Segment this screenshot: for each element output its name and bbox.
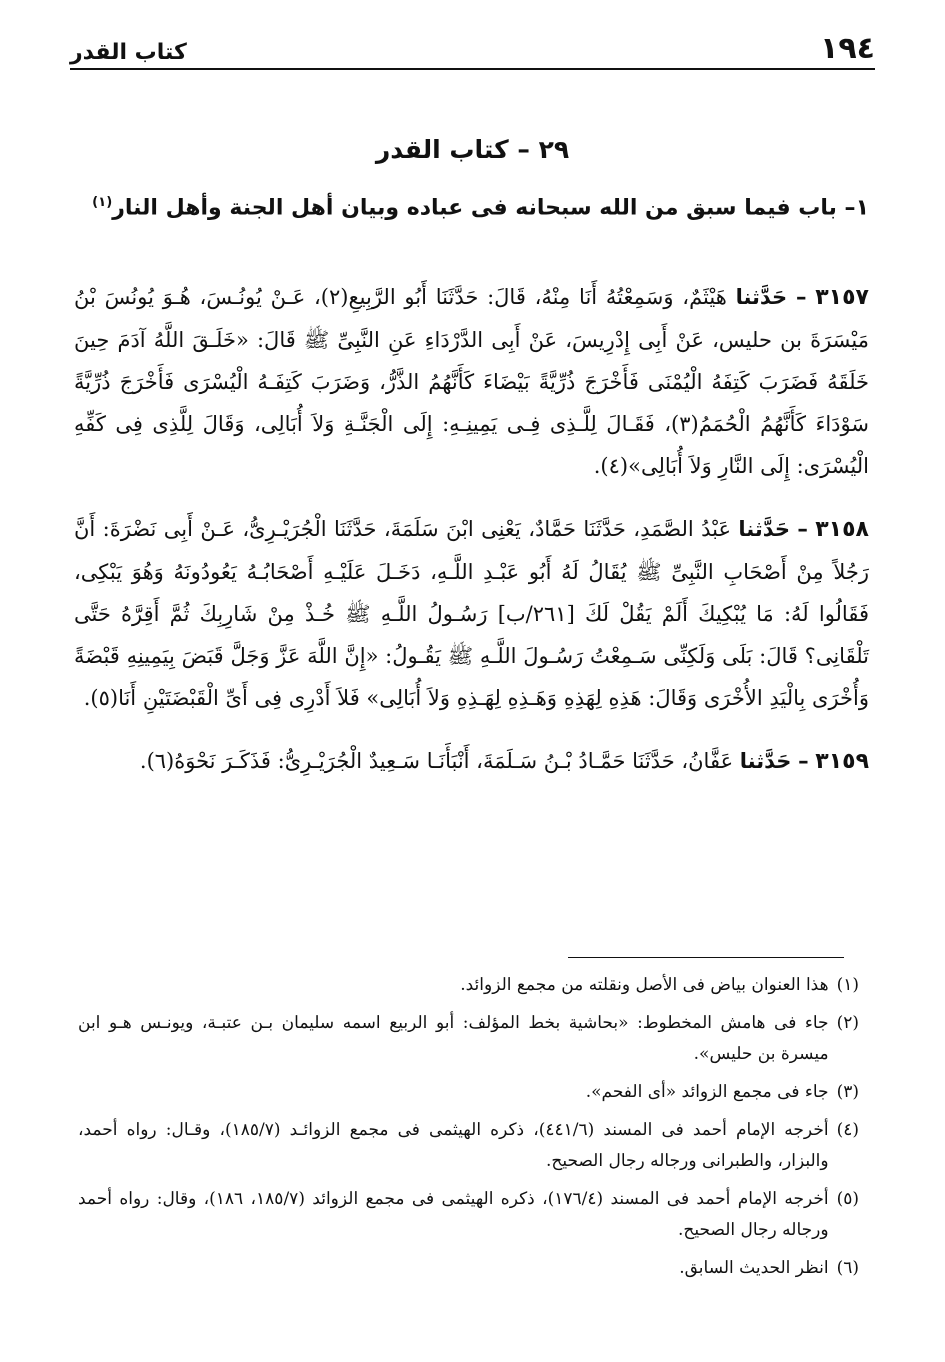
hadith-3157: ٣١٥٧ – حَدَّثنا هَيْثَمٌ، وَسَمِعْتُهُ أَنَا مِنْهُ، قَالَ: حَدَّثَنَا أَبُو الرَّبِيعِ(٢)، عَـنْ يُونُـسَ، هُـوَ يُونُسَ بْنُ مَيْسَرَةَ بن حليس، عَنْ أَبِى إِدْرِيسَ، عَنْ أَبِى الدَّرْدَاءِ عَنِ النَّبِىِّ ﷺ قَالَ: «خَلَـقَ اللَّهُ آدَمَ حِينَ خَلَقَهُ فَضَرَبَ كَتِفَهُ الْيُمْنَى فَأَخْرَجَ ذُرِّيَّةً بَيْضَاءَ كَأَنَّهُمُ الذَّرُّ، وَضَرَبَ كَتِفَـهُ الْيُسْرَى فَأَخْرَجَ ذُرِّيَّةً سَوْدَاءَ كَأَنَّهُمُ الْحُمَمُ(٣)، فَقَـالَ لِلَّـذِى فِـى يَمِينِـهِ: إِلَى الْجَنَّـةِ وَلاَ أُبَالِى، وَقَالَ لِلَّذِى فِى كَفِّهِ الْيُسْرَى: إِلَى النَّارِ وَلاَ أُبَالِى»(٤). xyxy=(74,285,869,478)
footnote-4 xyxy=(78,1115,859,1177)
hadith-number: ٣١٥٧ xyxy=(815,285,869,310)
hadith-text: عَفَّانُ، حَدَّثَنَا حَمَّـادُ بْـنُ سَـلَمَةَ، أَنْبَأَنَـا سَـعِيدٌ الْجُرَيْـرِىُّ: فَذَكَـرَ نَحْوَهُ(٦). xyxy=(139,749,734,773)
footnote-number: (٥) xyxy=(836,1189,859,1209)
footnote-1 xyxy=(78,970,859,1001)
book-title: ٢٩ – كتاب القدر xyxy=(375,135,570,164)
hadith-narrator-formula: حَدَّثنا xyxy=(739,749,792,773)
footnote-3 xyxy=(78,1077,859,1108)
footnote-number: (٦) xyxy=(836,1258,859,1278)
footnote-separator xyxy=(568,957,844,958)
footnote-5 xyxy=(78,1184,859,1246)
hadith-number: ٣١٥٨ xyxy=(815,517,869,542)
footnote-number: (١) xyxy=(836,975,859,995)
chapter-title-text: ١– باب فيما سبق من الله سبحانه فى عباده وبيان أهل الجنة وأهل النار xyxy=(112,195,869,221)
chapter-title xyxy=(80,195,869,220)
footnote-text: هذا العنوان بياض فى الأصل ونقلته من مجمع الزوائد. xyxy=(460,975,829,995)
hadith-number: ٣١٥٩ xyxy=(815,749,869,774)
page-number: ١٩٤ xyxy=(820,31,875,66)
hadith-text: عَبْدُ الصَّمَدِ، حَدَّثَنَا حَمَّادٌ، يَعْنِى ابْنَ سَلَمَةَ، حَدَّثَنَا الْجُرَيْـرِىُّ، عَـنْ أَبِى نَضْرَةَ: أَنَّ رَجُلاً مِنْ أَصْحَابِ النَّبِىِّ ﷺ يُقَالُ لَهُ أَبُو عَبْـدِ اللَّـهِ، دَخَـلَ عَلَيْـهِ أَصْحَابُـهُ يَعُودُونَهُ وَهُوَ يَبْكِى، فَقَالُوا لَهُ: مَا يُبْكِيكَ أَلَمْ يَقُلْ لَكَ [٢٦١/ب] رَسُـولُ اللَّـهِ ﷺ خُـذْ مِنْ شَارِبِكَ ثُمَّ أَقِرَّهُ حَتَّى تَلْقَانِى؟ قَالَ: بَلَى وَلَكِنِّى سَـمِعْتُ رَسُـولَ اللَّـهِ ﷺ يَقُـولُ: «إِنَّ اللَّهَ عَزَّ وَجَلَّ قَبَضَ بِيَمِينِهِ قَبْضَةً وَأُخْرَى بِالْيَدِ الأُخْرَى وَقَالَ: هَذِهِ لِهَذِهِ وَهَـذِهِ لِهَـذِهِ وَلاَ أُبَالِى» فَلاَ أَدْرِى فِى أَىِّ الْقَبْضَتَيْنِ أَنَا(٥). xyxy=(74,517,869,710)
footnote-number: (٤) xyxy=(836,1120,859,1140)
footnote-text: انظر الحديث السابق. xyxy=(679,1258,829,1278)
footnotes xyxy=(78,970,859,1291)
footnote-2 xyxy=(78,1008,859,1070)
hadith-narrator-formula: حَدَّثنا xyxy=(738,517,790,541)
hadith-3158: ٣١٥٨ – حَدَّثنا عَبْدُ الصَّمَدِ، حَدَّثَنَا حَمَّادٌ، يَعْنِى ابْنَ سَلَمَةَ، حَدَّثَنَا الْجُرَيْـرِىُّ، عَـنْ أَبِى نَضْرَةَ: أَنَّ رَجُلاً مِنْ أَصْحَابِ النَّبِىِّ ﷺ يُقَالُ لَهُ أَبُو عَبْـدِ اللَّـهِ، دَخَـلَ عَلَيْـهِ أَصْحَابُـهُ يَعُودُونَهُ وَهُوَ يَبْكِى، فَقَالُوا لَهُ: مَا يُبْكِيكَ أَلَمْ يَقُلْ لَكَ [٢٦١/ب] رَسُـولُ اللَّـهِ ﷺ خُـذْ مِنْ شَارِبِكَ ثُمَّ أَقِرَّهُ حَتَّى تَلْقَانِى؟ قَالَ: بَلَى وَلَكِنِّى سَـمِعْتُ رَسُـولَ اللَّـهِ ﷺ يَقُـولُ: «إِنَّ اللَّهَ عَزَّ وَجَلَّ قَبَضَ بِيَمِينِهِ قَبْضَةً وَأُخْرَى بِالْيَدِ الأُخْرَى وَقَالَ: هَذِهِ لِهَذِهِ وَهَـذِهِ لِهَـذِهِ وَلاَ أُبَالِى» فَلاَ أَدْرِى فِى أَىِّ الْقَبْضَتَيْنِ أَنَا(٥). xyxy=(74,517,869,710)
running-header xyxy=(70,24,875,70)
footnote-text: جاء فى هامش المخطوط: «بحاشية بخط المؤلف: أبو الربيع اسمه سليمان بـن عتبـة، ويونـس هـو ابن ميسرة بن حليس». xyxy=(78,1013,829,1064)
hadith-3159: ٣١٥٩ – حَدَّثنا عَفَّانُ، حَدَّثَنَا حَمَّـادُ بْـنُ سَـلَمَةَ، أَنْبَأَنَـا سَـعِيدٌ الْجُرَيْـرِىُّ: فَذَكَـرَ نَحْوَهُ(٦). xyxy=(139,749,869,774)
footnote-text: جاء فى مجمع الزوائد «أى الفحم». xyxy=(585,1082,829,1102)
footnote-text: أخرجه الإمام أحمد فى المسند (١٧٦/٤)، ذكره الهيثمى فى مجمع الزوائد (١٨٥/٧، ١٨٦)، وقال: رواه أحمد ورجاله رجال الصحيح. xyxy=(78,1189,829,1240)
hadith-list xyxy=(74,255,869,799)
hadith-text: هَيْثَمٌ، وَسَمِعْتُهُ أَنَا مِنْهُ، قَالَ: حَدَّثَنَا أَبُو الرَّبِيعِ(٢)، عَـنْ يُونُـسَ، هُـوَ يُونُسَ بْنُ مَيْسَرَةَ بن حليس، عَنْ أَبِى إِدْرِيسَ، عَنْ أَبِى الدَّرْدَاءِ عَنِ النَّبِىِّ ﷺ قَالَ: «خَلَـقَ اللَّهُ آدَمَ حِينَ خَلَقَهُ فَضَرَبَ كَتِفَهُ الْيُمْنَى فَأَخْرَجَ ذُرِّيَّةً بَيْضَاءَ كَأَنَّهُمُ الذَّرُّ، وَضَرَبَ كَتِفَـهُ الْيُسْرَى فَأَخْرَجَ ذُرِّيَّةً سَوْدَاءَ كَأَنَّهُمُ الْحُمَمُ(٣)، فَقَـالَ لِلَّـذِى فِـى يَمِينِـهِ: إِلَى الْجَنَّـةِ وَلاَ أُبَالِى، وَقَالَ لِلَّذِى فِى كَفِّهِ الْيُسْرَى: إِلَى النَّارِ وَلاَ أُبَالِى»(٤). xyxy=(74,285,869,478)
footnote-text: أخرجه الإمام أحمد فى المسند (٤٤١/٦)، ذكره الهيثمى فى مجمع الزوائـد (١٨٥/٧)، وقـال: رواه أحمد، والبزار، والطبرانى ورجاله رجال الصحيح. xyxy=(78,1120,829,1171)
footnote-6 xyxy=(78,1253,859,1284)
running-title: كتاب القدر xyxy=(70,40,187,65)
footnote-number: (٢) xyxy=(836,1013,859,1033)
chapter-footnote-marker: (١) xyxy=(92,195,113,210)
footnote-number: (٣) xyxy=(836,1082,859,1102)
hadith-narrator-formula: حَدَّثنا xyxy=(735,285,788,309)
